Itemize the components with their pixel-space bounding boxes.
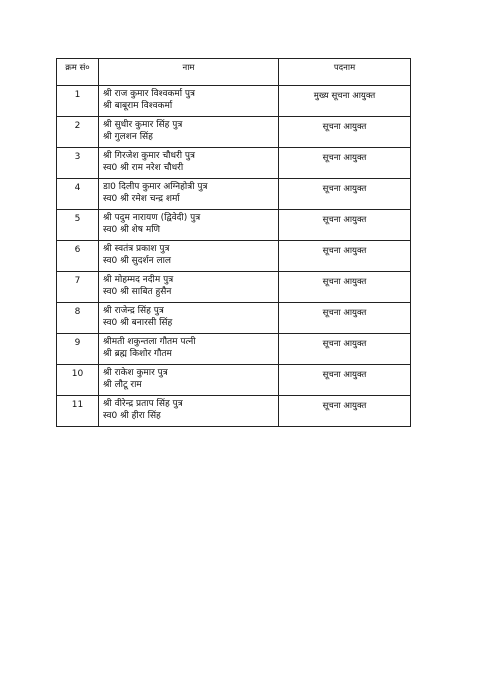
designation-cell: सूचना आयुक्त (279, 303, 411, 334)
name-line: श्री वीरेन्द्र प्रताप सिंह पुत्र (103, 399, 183, 409)
designation-cell: सूचना आयुक्त (279, 210, 411, 241)
name-line: श्री राज कुमार विश्वकर्मा पुत्र (103, 89, 196, 99)
designation-cell: सूचना आयुक्त (279, 179, 411, 210)
name-cell (99, 334, 279, 365)
parent-name-line: श्री लौटू राम (103, 380, 142, 390)
header-designation: पदनाम (279, 59, 411, 86)
designation-cell: सूचना आयुक्त (279, 117, 411, 148)
serial-number-cell: 6 (57, 241, 99, 272)
name-cell (99, 210, 279, 241)
table-row (57, 334, 411, 365)
serial-number-cell: 4 (57, 179, 99, 210)
designation-cell: सूचना आयुक्त (279, 272, 411, 303)
table-row (57, 365, 411, 396)
name-cell (99, 365, 279, 396)
table-row (57, 303, 411, 334)
designation-cell: सूचना आयुक्त (279, 365, 411, 396)
designation-cell: सूचना आयुक्त (279, 334, 411, 365)
table-row (57, 396, 411, 427)
designation-cell: सूचना आयुक्त (279, 148, 411, 179)
header-name: नाम (99, 59, 279, 86)
commissioners-table (56, 58, 411, 427)
name-cell (99, 117, 279, 148)
table-row (57, 179, 411, 210)
name-line: श्रीमती शकुन्तला गौतम पत्नी (103, 337, 196, 347)
designation-cell: मुख्य सूचना आयुक्त (279, 86, 411, 117)
name-line: श्री मोहम्मद नदीम पुत्र (103, 275, 174, 285)
name-cell (99, 148, 279, 179)
name-cell (99, 86, 279, 117)
table-row (57, 272, 411, 303)
name-line: श्री राकेश कुमार पुत्र (103, 368, 168, 378)
name-line: श्री पदुम नारायण (द्विवेदी) पुत्र (103, 213, 201, 223)
table-row (57, 148, 411, 179)
parent-name-line: श्री गुलशन सिंह (103, 132, 153, 142)
parent-name-line: स्व0 श्री हीरा सिंह (103, 411, 161, 421)
designation-cell: सूचना आयुक्त (279, 241, 411, 272)
name-line: श्री स्वतंत्र प्रकाश पुत्र (103, 244, 170, 254)
name-cell (99, 303, 279, 334)
name-line: डा0 दिलीप कुमार अग्निहोत्री पुत्र (103, 182, 208, 192)
parent-name-line: श्री ब्रह्म किशोर गौतम (103, 349, 172, 359)
name-cell (99, 241, 279, 272)
designation-cell: सूचना आयुक्त (279, 396, 411, 427)
name-cell (99, 396, 279, 427)
name-cell (99, 179, 279, 210)
serial-number-cell: 9 (57, 334, 99, 365)
table-header-row (57, 59, 411, 86)
header-serial-number: क्रम सं० (57, 59, 99, 86)
table-row (57, 210, 411, 241)
name-line: श्री सुधीर कुमार सिंह पुत्र (103, 120, 183, 130)
table-row (57, 117, 411, 148)
table-row (57, 86, 411, 117)
name-line: श्री राजेन्द्र सिंह पुत्र (103, 306, 164, 316)
serial-number-cell: 2 (57, 117, 99, 148)
serial-number-cell: 10 (57, 365, 99, 396)
parent-name-line: स्व0 श्री राम नरेश चौधरी (103, 163, 184, 173)
parent-name-line: स्व0 श्री शेष मणि (103, 225, 161, 235)
parent-name-line: स्व0 श्री साबित हुसैन (103, 287, 172, 297)
serial-number-cell: 11 (57, 396, 99, 427)
name-cell (99, 272, 279, 303)
serial-number-cell: 8 (57, 303, 99, 334)
parent-name-line: स्व0 श्री सुदर्शन लाल (103, 256, 172, 266)
serial-number-cell: 7 (57, 272, 99, 303)
serial-number-cell: 1 (57, 86, 99, 117)
table-row (57, 241, 411, 272)
parent-name-line: स्व0 श्री रमेश चन्द्र शर्मा (103, 194, 180, 204)
name-line: श्री गिरजेश कुमार चौधरी पुत्र (103, 151, 196, 161)
parent-name-line: स्व0 श्री बनारसी सिंह (103, 318, 173, 328)
serial-number-cell: 5 (57, 210, 99, 241)
parent-name-line: श्री बाबूराम विश्वकर्मा (103, 101, 173, 111)
serial-number-cell: 3 (57, 148, 99, 179)
